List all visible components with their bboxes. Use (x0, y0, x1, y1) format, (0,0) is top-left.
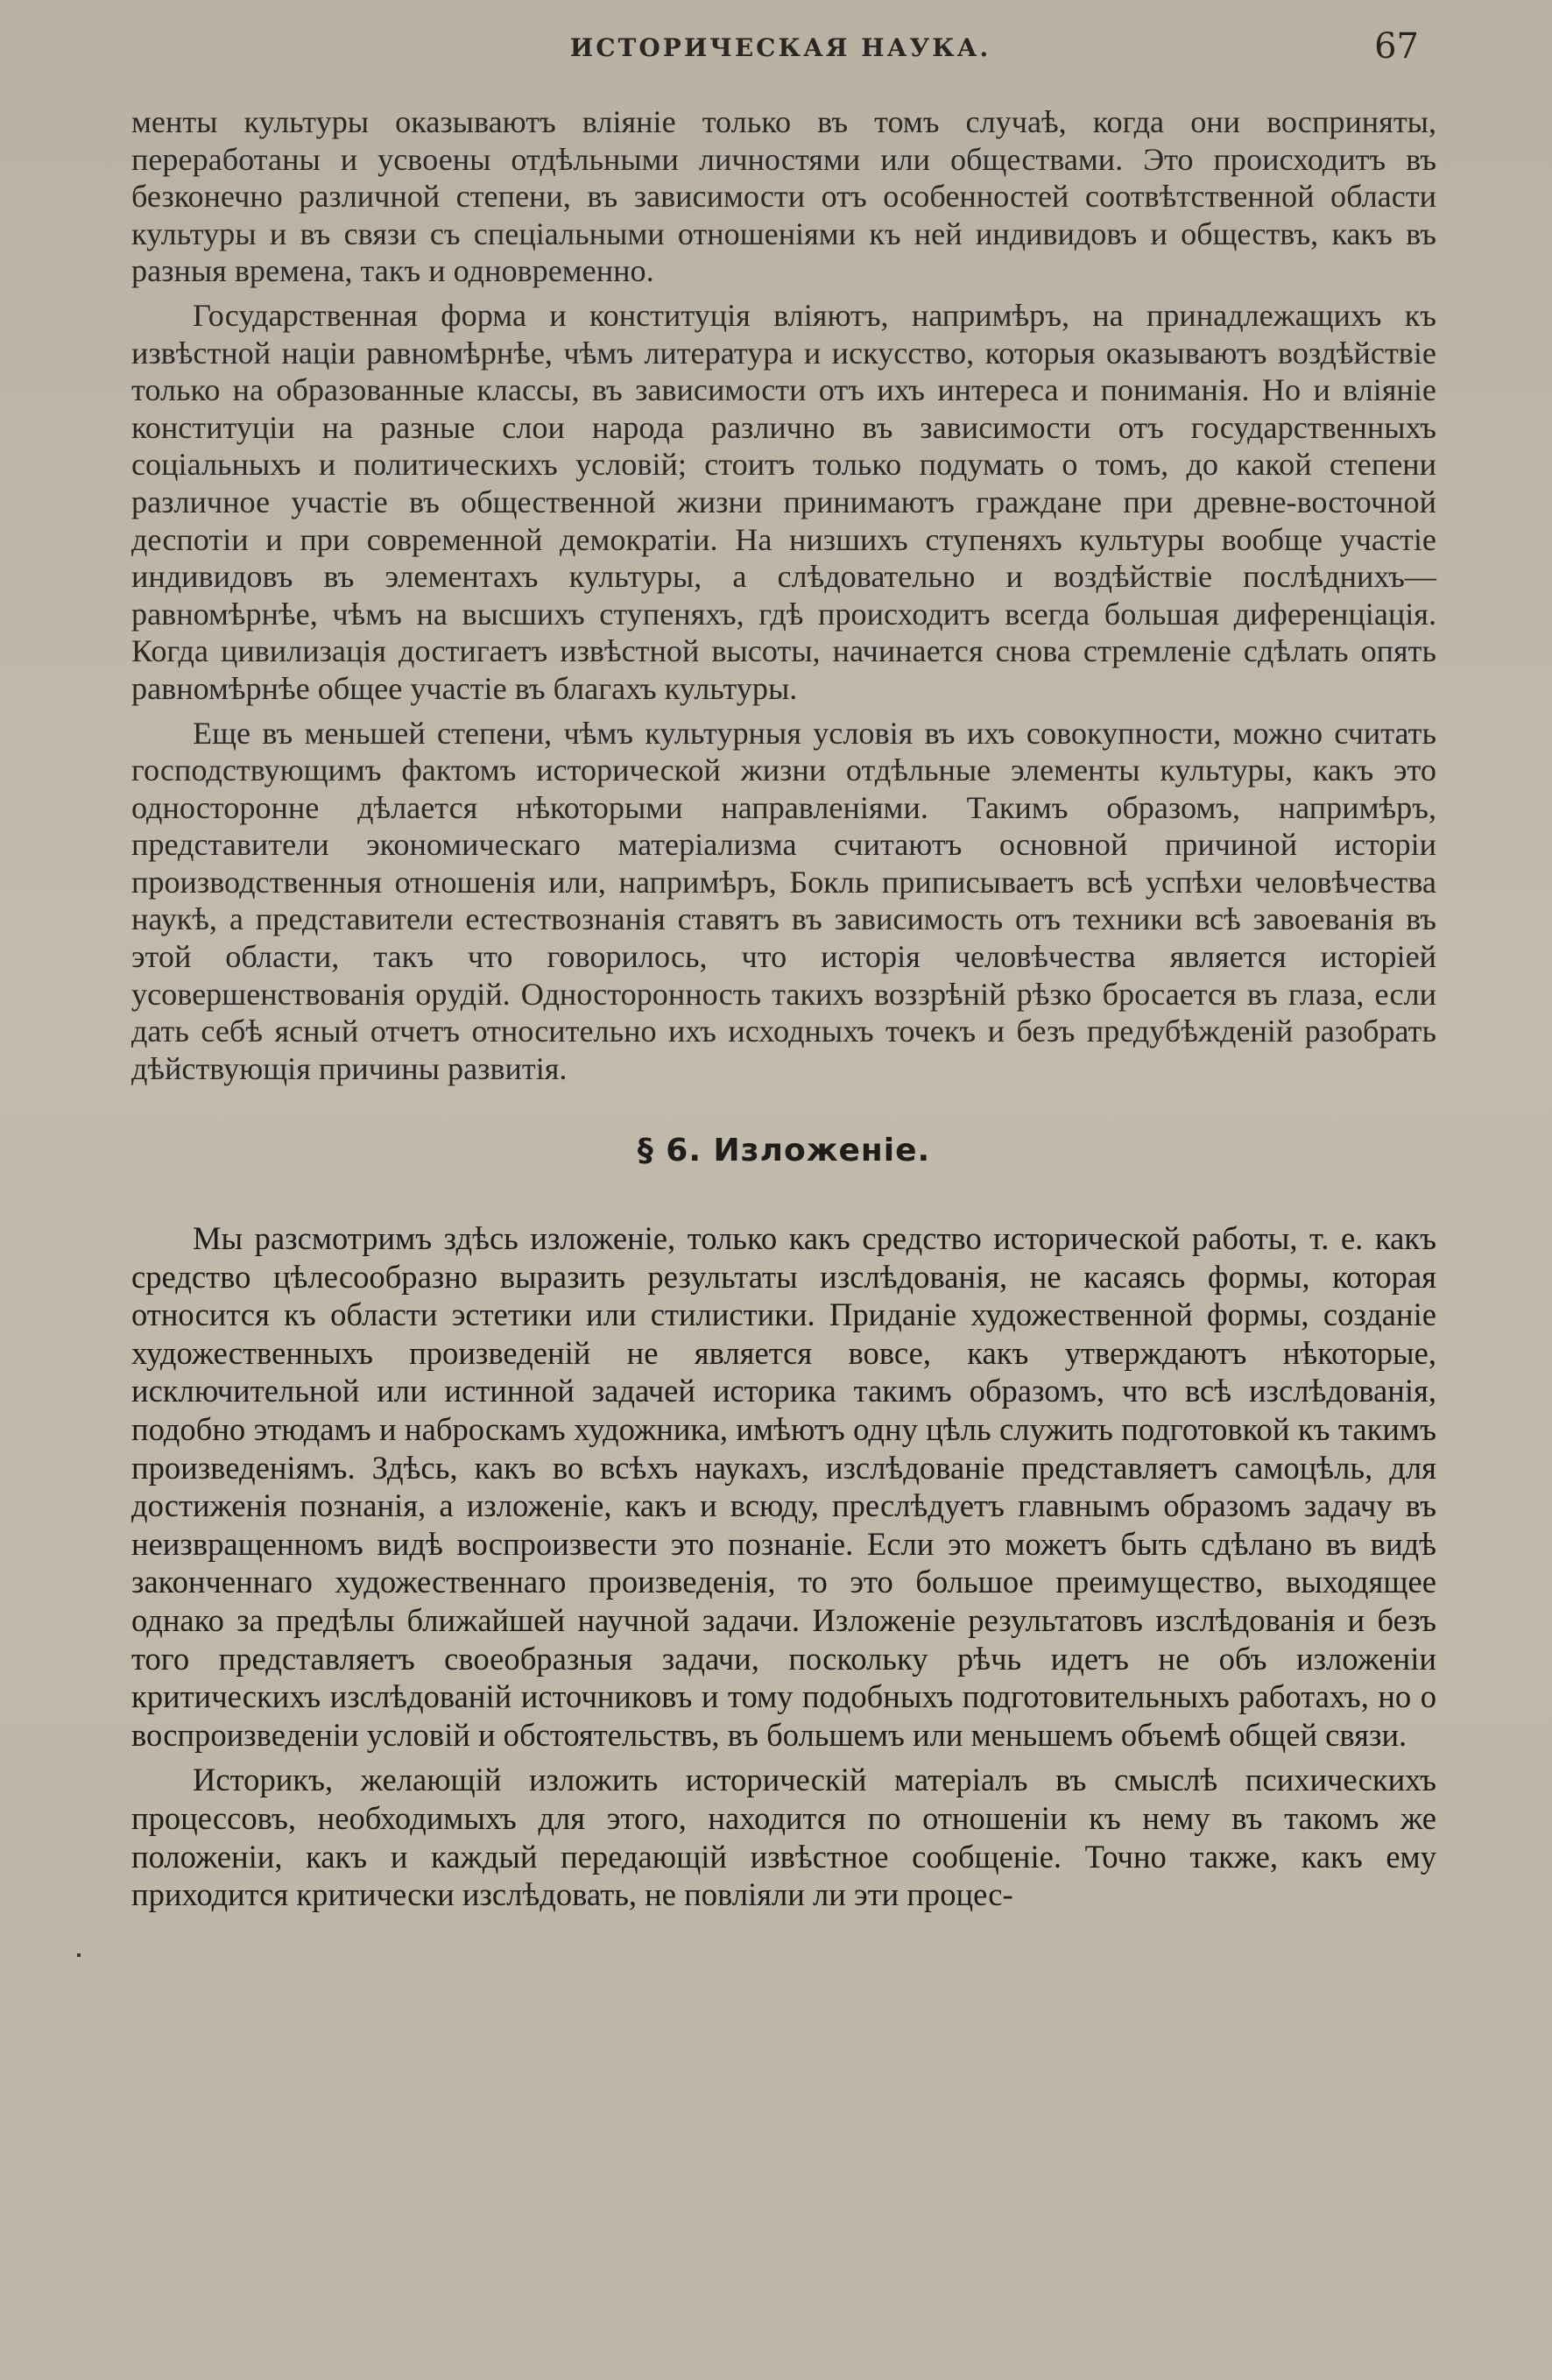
section-body (131, 1219, 1436, 1914)
paragraph-state-form: Государственная форма и конституція вліяютъ, напримѣръ, на принадлежащихъ къ извѣстной націи равномѣрнѣе, чѣмъ литература и искусство, которыя оказываютъ воздѣйствіе только на образованные классы, въ зависимости отъ ихъ интереса и пониманія. Но и вліяніе конституціи на разные слои народа различно въ зависимости отъ государственныхъ соціальныхъ и политическихъ условій; стоитъ только подумать о томъ, до какой степени различное участіе въ общественной жизни принимаютъ граждане при древне-восточной деспотіи и при современной демократіи. На низшихъ ступеняхъ культуры вообще участіе индивидовъ въ элементахъ культуры, а слѣдовательно и воздѣйствіе послѣднихъ—равномѣрнѣе, чѣмъ на высшихъ ступеняхъ, гдѣ происходитъ всегда большая диференціація. Когда цивилизація достигаетъ извѣстной высоты, начинается снова стремленіе сдѣлать опять равномѣрнѣе общее участіе въ благахъ культуры. (131, 297, 1436, 706)
paragraph-continuation: менты культуры оказываютъ вліяніе только въ томъ случаѣ, когда они восприняты, переработаны и усвоены отдѣльными личностями или обществами. Это происходитъ въ безконечно различной степени, въ зависимости отъ особенностей соотвѣтственной области культуры и въ связи съ спеціальными отношеніями къ ней индивидовъ и обществъ, какъ въ разныя времена, такъ и одновременно. (131, 104, 1436, 289)
running-title: ИСТОРИЧЕСКАЯ НАУКА. (569, 33, 991, 62)
body-text (131, 103, 1436, 1914)
paragraph-culture-elements: Еще въ меньшей степени, чѣмъ культурныя условія въ ихъ совокупности, можно считать господствующимъ фактомъ исторической жизни отдѣльные элементы культуры, какъ это односторонне дѣлается нѣкоторыми направленіями. Такимъ образомъ, напримѣръ, представители экономическаго матеріализма считаютъ основной причиной исторіи производственныя отношенія или, напримѣръ, Бокль приписываетъ всѣ успѣхи человѣчества наукѣ, а представители естествознанія ставятъ въ зависимость отъ техники всѣ завоеванія въ этой области, такъ что говорилось, что исторія человѣчества является исторіей усовершенствованія орудій. Односторонность такихъ воззрѣній рѣзко бросается въ глаза, если дать себѣ ясный отчетъ относительно ихъ исходныхъ точекъ и безъ предубѣжденій разобрать дѣйствующія причины развитія. (131, 715, 1436, 1086)
paragraph-historian: Историкъ, желающій изложить историческій матеріалъ въ смыслѣ психическихъ процессовъ, необходимыхъ для этого, находится по отношеніи къ нему въ такомъ же положеніи, какъ и каждый передающій извѣстное сообщеніе. Точно также, какъ ему приходится критически изслѣдовать, не повліяли ли эти процес- (131, 1762, 1436, 1913)
margin-speck (77, 1953, 81, 1957)
running-head (131, 25, 1429, 68)
page-number: 67 (1374, 26, 1419, 67)
section-heading: § 6. Изложеніе. (637, 1133, 931, 1169)
paragraph-exposition: Мы разсмотримъ здѣсь изложеніе, только какъ средство исторической работы, т. е. какъ средство цѣлесообразно выразить результаты изслѣдованія, не касаясь формы, которая относится къ области эстетики или стилистики. Приданіе художественной формы, созданіе художественныхъ произведеній не является вовсе, какъ утверждаютъ нѣкоторые, исключительной или истинной задачей историка такимъ образомъ, что всѣ изслѣдованія, подобно этюдамъ и наброскамъ художника, имѣютъ одну цѣль служить подготовкой къ такимъ произведеніямъ. Здѣсь, какъ во всѣхъ наукахъ, изслѣдованіе представляетъ самоцѣль, для достиженія познанія, а изложеніе, какъ и всюду, преслѣдуетъ главнымъ образомъ задачу въ неизвращенномъ видѣ воспроизвести это познаніе. Если это можетъ быть сдѣлано въ видѣ законченнаго художественнаго произведенія, то это большое преимущество, выходящее однако за предѣлы ближайшей научной задачи. Изложеніе результатовъ изслѣдованія и безъ того представляетъ своеобразныя задачи, поскольку рѣчь идетъ не объ изложеніи критическихъ изслѣдованій источниковъ и тому подобныхъ подготовительныхъ работахъ, но о воспроизведеніи условій и обстоятельствъ, въ большемъ или меньшемъ объемѣ общей связи. (131, 1220, 1436, 1753)
